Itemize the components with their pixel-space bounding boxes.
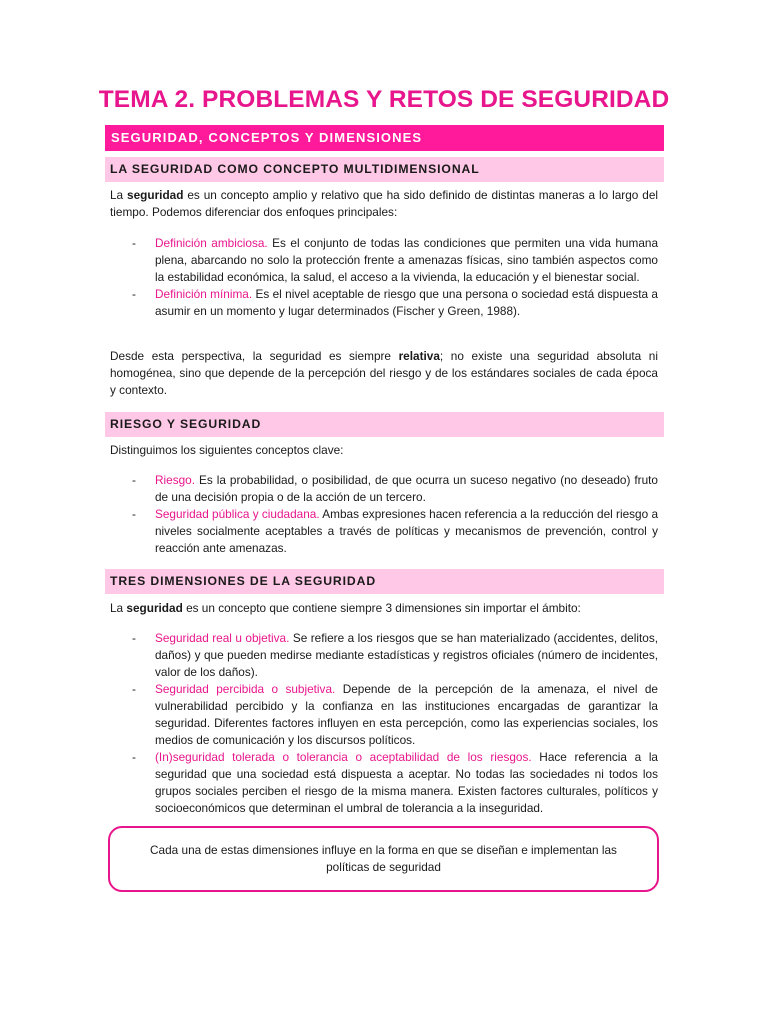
list-item [110, 506, 658, 557]
bullet-dash: - [132, 750, 136, 764]
text-fragment: ; no existe una seguridad absoluta ni homogénea, sino que depende de la percepción del riesgo y de los estándares sociales de cada época y contexto. [110, 349, 658, 397]
list-item [110, 472, 658, 506]
dimensiones-intro [110, 600, 658, 617]
list-text: Se refiere a los riesgos que se han materializado (accidentes, delitos, daños) y que pueden medirse mediante estadísticas y registros oficiales (número de incidentes, valor de los daños). [155, 631, 658, 679]
dimensiones-list [110, 630, 658, 817]
bullet-dash: - [132, 507, 136, 521]
relativity-paragraph [110, 348, 658, 399]
list-item [110, 681, 658, 749]
text-fragment: Desde esta perspectiva, la seguridad es siempre [110, 349, 399, 363]
list-term: (In)seguridad tolerada o tolerancia o aceptabilidad de los riesgos. [155, 750, 532, 764]
bold-term: relativa [398, 349, 440, 363]
list-text: Es la probabilidad, o posibilidad, de que ocurra un suceso negativo (no deseado) fruto de una decisión propia o de la acción de un tercero. [155, 473, 658, 504]
intro-paragraph [110, 187, 658, 221]
list-text: Hace referencia a la seguridad que una sociedad está dispuesta a aceptar. No todas las sociedades ni todos los grupos sociales perciben el riesgo de la misma manera. Existen factores culturales, políticos y socioeconómicos que determinan el umbral de tolerancia a la inseguridad. [155, 750, 658, 815]
bullet-dash: - [132, 682, 136, 696]
bullet-dash: - [132, 473, 136, 487]
list-item [110, 235, 658, 286]
bullet-dash: - [132, 631, 136, 645]
callout-box [108, 826, 659, 892]
subsection-heading-dimensiones: TRES DIMENSIONES DE LA SEGURIDAD [105, 569, 664, 594]
list-text: Es el conjunto de todas las condiciones que permiten una vida humana plena, abarcando no solo la protección frente a amenazas físicas, sino también aspectos como la estabilidad económica, la salud, el acceso a la vivienda, la educación y el bienestar social. [155, 236, 659, 284]
list-text: Ambas expresiones hacen referencia a la reducción del riesgo a niveles socialmente aceptables a través de políticas y mecanismos de prevención, control y reacción ante amenazas. [155, 507, 659, 555]
page-title: TEMA 2. PROBLEMAS Y RETOS DE SEGURIDAD [98, 86, 670, 113]
list-item [110, 749, 658, 817]
list-text: Depende de la percepción de la amenaza, el nivel de vulnerabilidad percibido y la confianza en las instituciones encargadas de garantizar la seguridad. Diferentes factores influyen en esta percepción, como las experiencias sociales, los medios de comunicación y los discursos políticos. [155, 682, 658, 747]
list-term: Seguridad pública y ciudadana. [155, 507, 320, 521]
subsection-heading-multidimensional: LA SEGURIDAD COMO CONCEPTO MULTIDIMENSIONAL [105, 157, 664, 182]
riesgo-intro: Distinguimos los siguientes conceptos clave: [110, 443, 344, 457]
list-text: Es el nivel aceptable de riesgo que una persona o sociedad está dispuesta a asumir en un momento y lugar determinados (Fischer y Green, 1988). [155, 287, 658, 318]
list-term: Definición ambiciosa. [155, 236, 268, 250]
bold-term: seguridad [126, 601, 183, 615]
list-term: Definición mínima. [155, 287, 253, 301]
list-term: Seguridad real u objetiva. [155, 631, 290, 645]
section-heading: SEGURIDAD, CONCEPTOS Y DIMENSIONES [105, 125, 664, 151]
text-fragment: La [110, 601, 127, 615]
list-term: Seguridad percibida o subjetiva. [155, 682, 336, 696]
bullet-dash: - [132, 287, 136, 301]
callout-text: Cada una de estas dimensiones influye en la forma en que se diseñan e implementan las políticas de seguridad [150, 843, 617, 874]
bold-term: seguridad [127, 188, 184, 202]
list-item [110, 286, 658, 320]
text-fragment: es un concepto que contiene siempre 3 dimensiones sin importar el ámbito: [182, 601, 581, 615]
subsection-heading-riesgo: RIESGO Y SEGURIDAD [105, 412, 664, 437]
riesgo-list [110, 472, 658, 557]
text-fragment: La [110, 188, 128, 202]
text-fragment: es un concepto amplio y relativo que ha sido definido de distintas maneras a lo largo del tiempo. Podemos diferenciar dos enfoques principales: [110, 188, 658, 219]
definitions-list [110, 235, 658, 320]
list-item [110, 630, 658, 681]
list-term: Riesgo. [155, 473, 195, 487]
bullet-dash: - [132, 236, 136, 250]
